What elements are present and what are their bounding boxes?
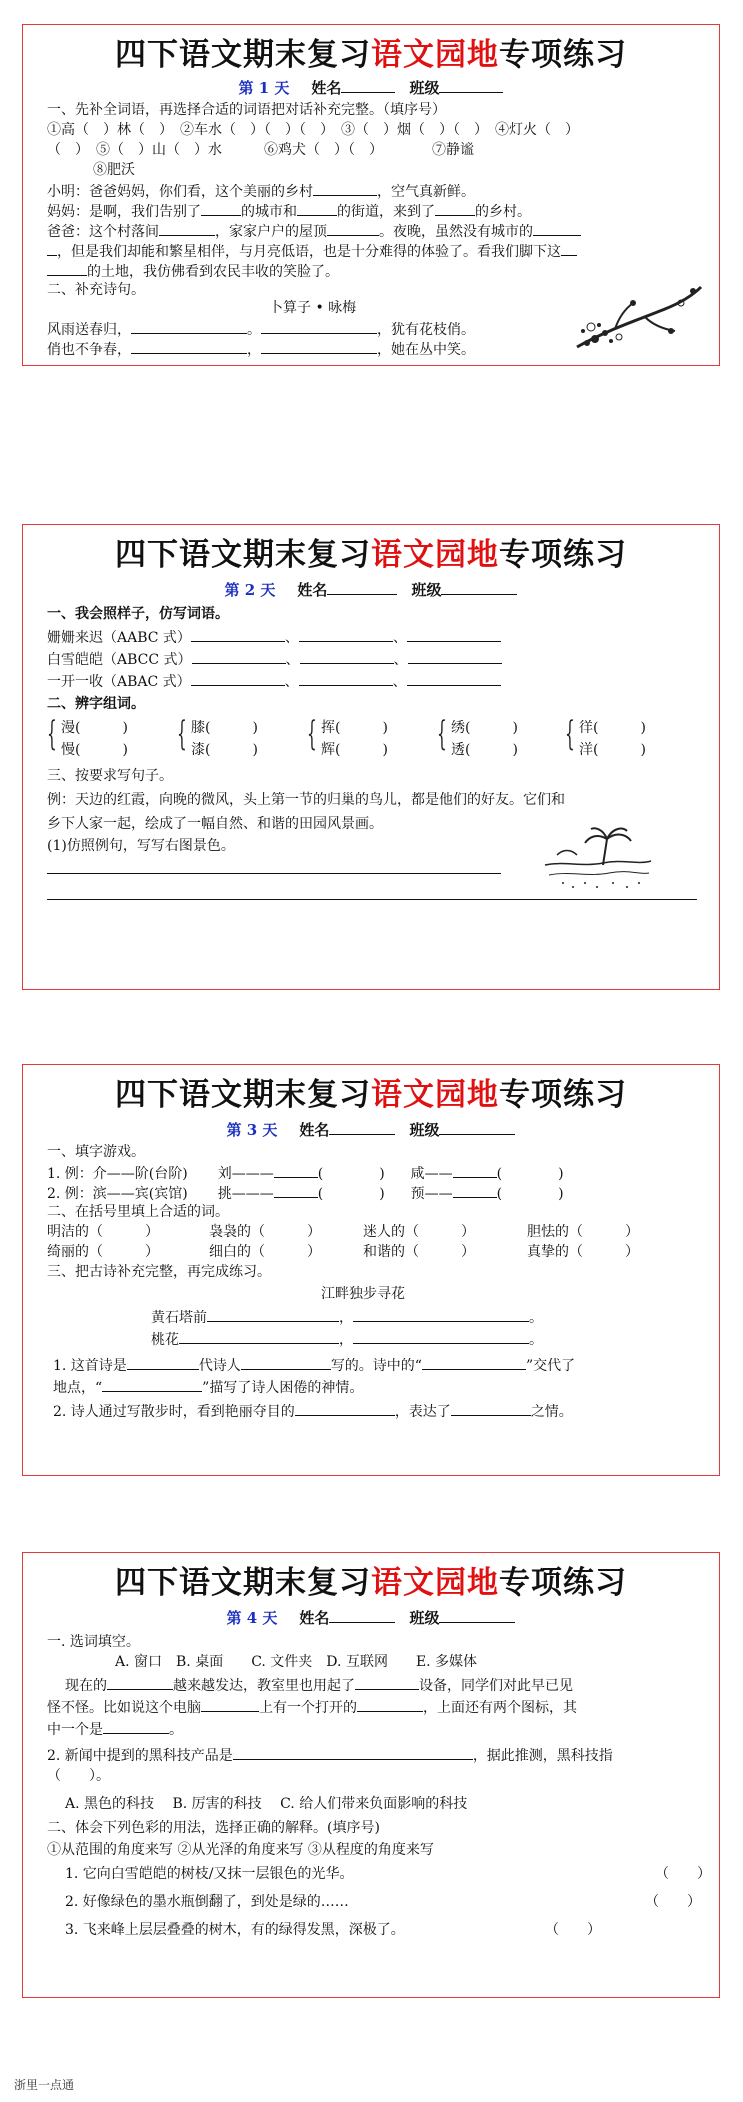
fill-word: 迷人的（ ）	[363, 1224, 475, 1240]
dialogue-line: 小明：爸爸妈妈，你们看，这个美丽的乡村 ，空气真新鲜。	[47, 181, 475, 202]
answer-line	[47, 873, 501, 874]
brace: {	[177, 714, 187, 754]
worksheet-title: 四下语文期末复习语文园地专项练习	[115, 1565, 627, 1601]
dialogue-line: 妈妈：是啊，我们告别了 的城市和 的街道，来到了 的乡村。	[47, 201, 531, 222]
word-options: A. 窗口 B. 桌面 C. 文件夹 D. 互联网 E. 多媒体	[115, 1654, 478, 1670]
pattern-row: 姗姗来迟（AABC 式） 、 、	[47, 627, 501, 648]
option-legend: ①从范围的角度来写 ②从光泽的角度来写 ③从程度的角度来写	[47, 1842, 434, 1858]
char-game-row: 2. 例：滨——宾(宾馆) 挑——— ( ) 预—— ( )	[47, 1183, 564, 1204]
question: 2. 好像绿色的墨水瓶倒翻了，到处是绿的……	[65, 1894, 349, 1910]
worksheet-title: 四下语文期末复习语文园地专项练习	[115, 537, 627, 573]
poem-line: 黄石塔前 ， 。	[151, 1307, 543, 1328]
section-heading: 一、先补全词语，再选择合适的词语把对话补充完整。（填序号）	[47, 102, 446, 118]
poem-line: 桃花 ， 。	[151, 1329, 543, 1350]
worksheet-day4	[22, 1552, 720, 1998]
worksheet-day2	[22, 524, 720, 990]
char-group-item: 漫( )	[61, 720, 128, 736]
answer-paren: （ ）	[545, 1922, 601, 1938]
question: 1. 它向白雪皑皑的树枝/又抹一层银色的光华。	[65, 1866, 354, 1882]
example-text: 例：天边的红霞，向晚的微风，头上第一节的归巢的鸟儿，都是他们的好友。它们和	[47, 792, 565, 808]
word-list: ⑧肥沃	[93, 162, 135, 178]
passage-line: 怪不怪。比如说这个电脑 上有一个打开的 ，上面还有两个图标，其	[47, 1697, 577, 1718]
question: （ ）。	[47, 1768, 110, 1784]
day-header: 第 1 天 姓名 班级	[23, 77, 719, 98]
char-group-item: 辉( )	[321, 742, 388, 758]
fill-word: 细白的（ ）	[209, 1244, 321, 1260]
section-heading: 二、在括号里填上合适的词。	[47, 1204, 229, 1220]
char-group-item: 洋( )	[579, 742, 646, 758]
brace: {	[565, 714, 575, 754]
word-list: ①高（ ）林（ ） ②车水（ ）（ ）（ ） ③（ ）烟（ ）（ ） ④灯火（ ）	[47, 122, 579, 138]
char-game-row: 1. 例：介——阶(台阶) 刘——— ( ) 咸—— ( )	[47, 1163, 564, 1184]
section-heading: 二、体会下列色彩的用法，选择正确的解释。(填序号)	[47, 1820, 380, 1836]
dialogue-line: 的土地，我仿佛看到农民丰收的笑脸了。	[47, 261, 339, 282]
dialogue-line: ，但是我们却能和繁星相伴，与月亮低语，也是十分难得的体验了。看我们脚下这	[47, 241, 577, 262]
question: 2. 新闻中提到的黑科技产品是 ，据此推测，黑科技指	[47, 1745, 613, 1766]
pattern-row: 白雪皑皑（ABCC 式） 、 、	[47, 649, 502, 670]
char-group-item: 透( )	[451, 742, 518, 758]
plum-blossom-illustration	[575, 281, 705, 351]
section-heading: 二、辨字组词。	[47, 696, 145, 712]
poem-line: 风雨送春归， 。 ，犹有花枝俏。	[47, 319, 475, 340]
question: 2. 诗人通过写散步时，看到艳丽夺目的 ，表达了 之情。	[53, 1401, 573, 1422]
question: (1)仿照例句，写写右图景色。	[47, 838, 235, 854]
passage-line: 中一个是 。	[47, 1719, 183, 1740]
example-text: 乡下人家一起，绘成了一幅自然、和谐的田园风景画。	[47, 816, 383, 832]
day-header: 第 4 天 姓名 班级	[23, 1607, 719, 1628]
dialogue-line: 爸爸：这个村落间 ，家家户户的屋顶 。夜晚，虽然没有城市的	[47, 221, 581, 242]
footer-brand: 浙里一点通	[14, 2078, 75, 2092]
answer-paren: （ ）	[645, 1894, 701, 1910]
fill-word: 胆怯的（ ）	[527, 1224, 639, 1240]
section-heading: 三、把古诗补充完整，再完成练习。	[47, 1264, 271, 1280]
question: 3. 飞来峰上层层叠叠的树木，有的绿得发黑，深极了。	[65, 1922, 405, 1938]
brace: {	[437, 714, 447, 754]
char-group-item: 徉( )	[579, 720, 646, 736]
answer-paren: （ ）	[655, 1866, 711, 1882]
worksheet-title: 四下语文期末复习语文园地专项练习	[115, 1077, 627, 1113]
section-heading: 二、补充诗句。	[47, 282, 145, 298]
answer-line	[47, 899, 697, 900]
question: 1. 这首诗是 代诗人 写的。诗中的“ ”交代了	[53, 1355, 575, 1376]
char-group-item: 慢( )	[61, 742, 128, 758]
section-heading: 三、按要求写句子。	[47, 768, 173, 784]
fill-word: 绮丽的（ ）	[47, 1244, 159, 1260]
worksheet-day1	[22, 24, 720, 366]
worksheet-title: 四下语文期末复习语文园地专项练习	[115, 37, 627, 73]
char-group-item: 挥( )	[321, 720, 388, 736]
brace: {	[307, 714, 317, 754]
word-list: （ ） ⑤（ ）山（ ）水 ⑥鸡犬（ ）（ ） ⑦静谧	[47, 142, 474, 158]
worksheet-day3	[22, 1064, 720, 1476]
countryside-illustration	[543, 825, 653, 895]
fill-word: 明洁的（ ）	[47, 1224, 159, 1240]
fill-word: 真挚的（ ）	[527, 1244, 639, 1260]
section-heading: 一、填字游戏。	[47, 1144, 145, 1160]
day-header: 第 2 天 姓名 班级	[23, 579, 719, 600]
pattern-row: 一开一收（ABAC 式） 、 、	[47, 671, 501, 692]
brace: {	[47, 714, 57, 754]
fill-word: 和谐的（ ）	[363, 1244, 475, 1260]
answer-options: A. 黑色的科技 B. 厉害的科技 C. 给人们带来负面影响的科技	[65, 1796, 468, 1812]
question: 地点，“ ”描写了诗人困倦的神情。	[53, 1377, 363, 1398]
char-group-item: 漆( )	[191, 742, 258, 758]
day-header: 第 3 天 姓名 班级	[23, 1119, 719, 1140]
char-group-item: 绣( )	[451, 720, 518, 736]
char-group-item: 膝( )	[191, 720, 258, 736]
passage-line: 现在的 越来越发达，教室里也用起了 设备，同学们对此早已见	[65, 1675, 573, 1696]
poem-title: 卜算子 • 咏梅	[269, 300, 357, 316]
section-heading: 一、我会照样子，仿写词语。	[47, 606, 229, 622]
poem-title: 江畔独步寻花	[321, 1286, 405, 1302]
poem-line: 俏也不争春， ， ，她在丛中笑。	[47, 339, 475, 360]
section-heading: 一. 选词填空。	[47, 1634, 140, 1650]
fill-word: 袅袅的（ ）	[209, 1224, 321, 1240]
